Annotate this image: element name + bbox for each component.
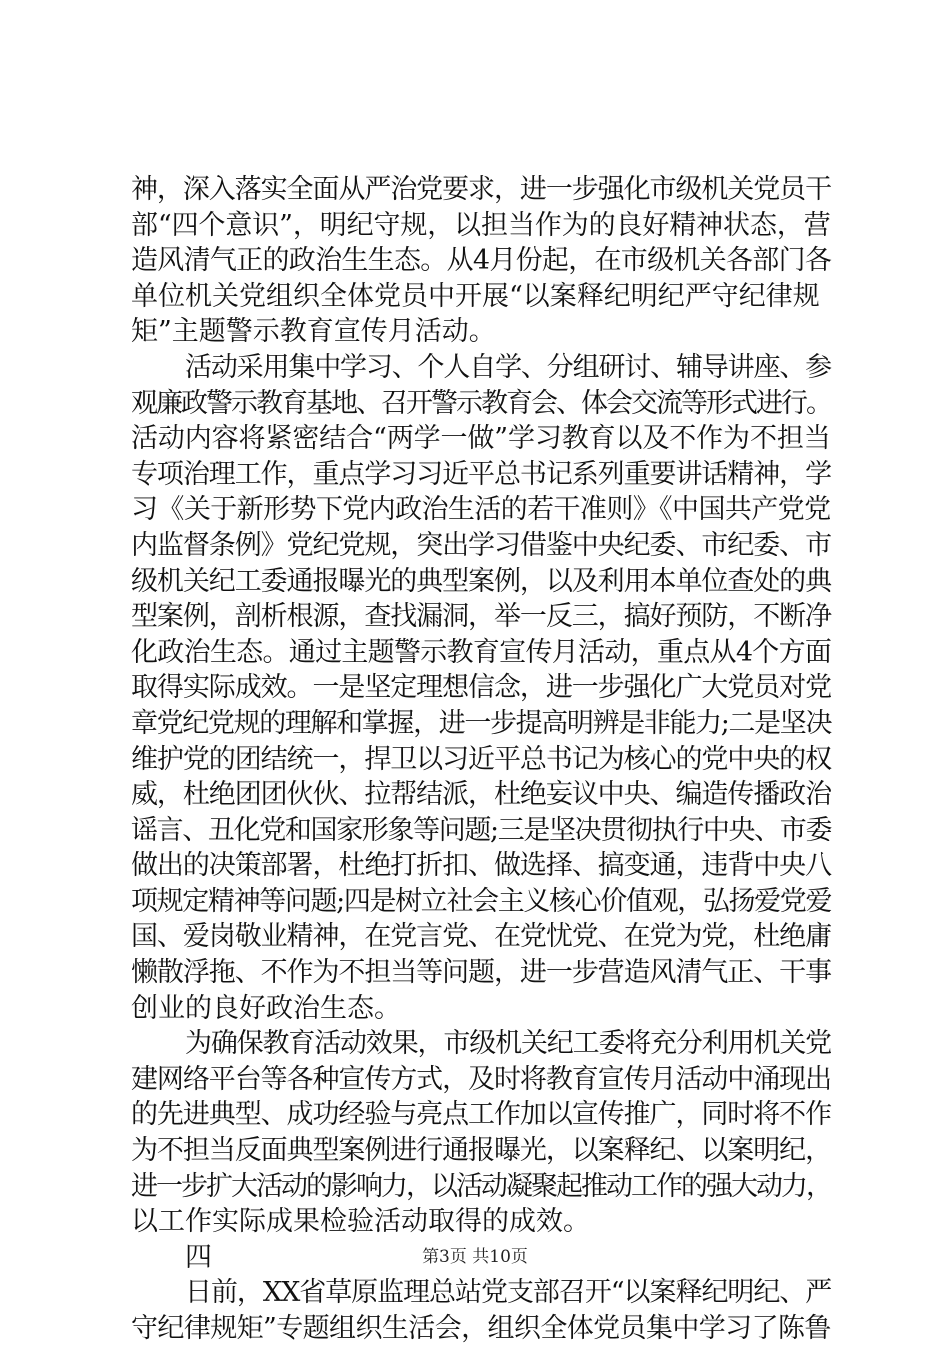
text-line: 四: [185, 1241, 212, 1273]
text-line: 做出的决策部署，杜绝打折扣、做选择、搞变通，违背中央八: [131, 850, 831, 882]
text-line: 神，深入落实全面从严治党要求，进一步强化市级机关党员干: [131, 174, 831, 205]
text-line: 项规定精神等问题;四是树立社会主义核心价值观，弘扬爱党爱: [131, 885, 832, 917]
text-line: 章党纪党规的理解和掌握，进一步提高明辨是非能力;二是坚决: [131, 707, 832, 739]
text-line: 矩”主题警示教育宣传月活动。: [131, 316, 496, 348]
text-line: 以工作实际成果检验活动取得的成效。: [131, 1206, 590, 1238]
text-line: 活动采用集中学习、个人自学、分组研讨、辅导讲座、参: [185, 351, 831, 383]
text-line: 创业的良好政治生态。: [131, 992, 401, 1024]
text-line: 日前，XX省草原监理总站党支部召开“以案释纪明纪、严: [185, 1277, 832, 1309]
document-body: [131, 172, 831, 1347]
page-footer: [0, 1242, 950, 1267]
text-line: 活动内容将紧密结合“两学一做”学习教育以及不作为不担当: [131, 423, 831, 455]
text-line: 单位机关党组织全体党员中开展“以案释纪明纪严守纪律规: [131, 280, 820, 312]
paragraph-p2: [131, 350, 831, 1026]
text-line: 守纪律规矩”专题组织生活会，组织全体党员集中学习了陈鲁: [131, 1313, 831, 1344]
page-number-label: 第3页 共10页: [422, 1247, 528, 1267]
text-line: 维护党的团结统一，捍卫以习近平总书记为核心的党中央的权: [131, 743, 831, 775]
text-line: 为不担当反面典型案例进行通报曝光，以案释纪、以案明纪，: [131, 1135, 831, 1167]
paragraph-p1: [131, 172, 831, 350]
paragraph-p3: [131, 1026, 831, 1240]
text-line: 内监督条例》党纪党规，突出学习借鉴中央纪委、市纪委、市: [131, 529, 831, 561]
text-line: 威，杜绝团团伙伙、拉帮结派，杜绝妄议中央、编造传播政治: [131, 779, 831, 811]
text-line: 级机关纪工委通报曝光的典型案例，以及利用本单位查处的典: [131, 565, 831, 597]
text-line: 谣言、丑化党和国家形象等问题;三是坚决贯彻执行中央、市委: [131, 814, 832, 846]
text-line: 化政治生态。通过主题警示教育宣传月活动，重点从4个方面: [131, 636, 832, 668]
text-line: 习《关于新形势下党内政治生活的若干准则》《中国共产党党: [131, 494, 831, 526]
text-line: 懒散浮拖、不作为不担当等问题，进一步营造风清气正、干事: [131, 957, 831, 989]
text-line: 造风清气正的政治生生态。从4月份起，在市级机关各部门各: [131, 245, 832, 277]
paragraph-p5: [131, 1275, 831, 1346]
text-line: 专项治理工作，重点学习习近平总书记系列重要讲话精神，学: [131, 458, 831, 490]
text-line: 型案例，剖析根源，查找漏洞，举一反三，搞好预防，不断净: [131, 601, 831, 633]
text-line: 国、爱岗敬业精神，在党言党、在党忧党、在党为党，杜绝庸: [131, 921, 831, 953]
text-line: 部“四个意识”，明纪守规，以担当作为的良好精神状态，营: [131, 209, 831, 241]
text-line: 为确保教育活动效果，市级机关纪工委将充分利用机关党: [185, 1028, 831, 1060]
text-line: 进一步扩大活动的影响力，以活动凝聚起推动工作的强大动力，: [131, 1170, 831, 1202]
text-line: 观廉政警示教育基地、召开警示教育会、体会交流等形式进行。: [131, 387, 831, 419]
text-line: 取得实际成效。一是坚定理想信念，进一步强化广大党员对党: [131, 672, 831, 704]
text-line: 建网络平台等各种宣传方式，及时将教育宣传月活动中涌现出: [131, 1063, 831, 1095]
text-line: 的先进典型、成功经验与亮点工作加以宣传推广，同时将不作: [131, 1099, 831, 1131]
